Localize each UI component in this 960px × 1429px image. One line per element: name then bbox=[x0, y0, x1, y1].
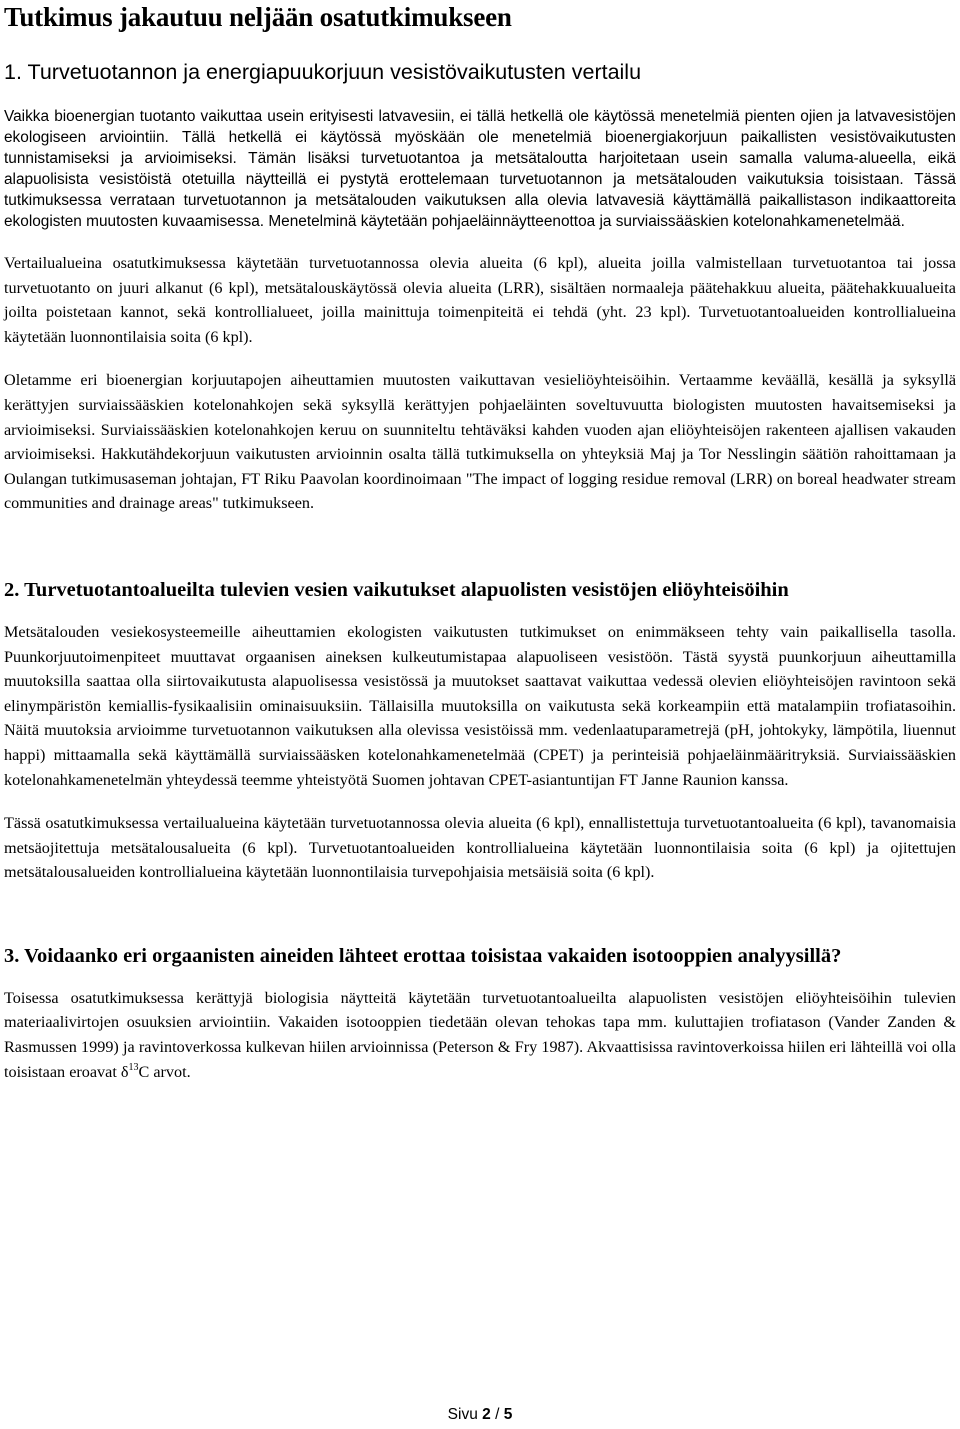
page-label: Sivu bbox=[447, 1406, 478, 1423]
section-3-text-end: C arvot. bbox=[138, 1062, 191, 1081]
page-total: 5 bbox=[503, 1406, 513, 1423]
section-3-text: Toisessa osatutkimuksessa kerättyjä biologisia näytteitä käytetään turvetuotantoalueilta alapuolisten vesistöjen eliöyhteisöihin tulevien materiaalivirtojen osuuksien arviointiin. Vakaiden isotooppien tiedetään olevan tehokas tapa mm. kuluttajien trofiatason (Vander Zanden & Rasmussen 1999) ja ravintoverkossa kulkevan hiilen arvioinnissa (Peterson & Fry 1987). Akvaattisissa ravintoverkoissa hiilen eri lähteillä voi olla toisistaan eroavat δ bbox=[4, 988, 956, 1081]
page-title: Tutkimus jakautuu neljään osatutkimukseen bbox=[4, 2, 512, 32]
section-3-heading: 3. Voidaanko eri orgaanisten aineiden lähteet erottaa toisistaa vakaiden isotooppien analyysillä? bbox=[4, 944, 842, 967]
section-2-heading: 2. Turvetuotantoalueilta tulevien vesien vaikutukset alapuolisten vesistöjen eliöyhteisöihin bbox=[4, 578, 789, 601]
section-1-heading: 1. Turvetuotannon ja energiapuukorjuun vesistövaikutusten vertailu bbox=[4, 60, 642, 84]
isotope-superscript: 13 bbox=[128, 1061, 139, 1073]
section-1-lead-text: Vaikka bioenergian tuotanto vaikuttaa usein erityisesti latvavesiin, ei tällä hetkellä ole käytössä menetelmiä pienten ojien ja latvavesistöjen ekologiseen arviointiin. bbox=[4, 108, 956, 146]
section-1-paragraph-2: Vertailualueina osatutkimuksessa käytetään turvetuotannossa olevia alueita (6 kpl), alueita joilla valmistellaan turvetuotantoa tai jossa turvetuotanto on juuri alkanut (6 kpl), metsätalouskäytössä olevia alueita (LRR), sisältäen normaaleja päätehakkuu alueita, päätehakkuualueita joilta poistetaan kannot, sekä kontrollialueet, joilla mainittuja toimenpiteitä ei tehdä (yht. 23 kpl). Turvetuotantoalueiden kontrollialueina käytetään luonnontilaisia soita (6 kpl). bbox=[4, 254, 956, 346]
section-1-paragraph-3: Oletamme eri bioenergian korjuutapojen aiheuttamien muutosten vaikuttavan vesieliöyhteisöihin. Vertaamme keväällä, kesällä ja syksyllä kerättyjen surviaissääskien kotelonahkojen sekä syksyllä kerättyjen pohjaeläinten soveltuvuutta biologisten muutosten havaitsemiseksi ja arvioimiseksi. Surviaissääskien kotelonahkojen keruu on suunniteltu tehtäväksi kahden vuoden ajan eliöyhteisöjen rakenteen ajallisen vakauden arvioimiseksi. Hakkutähdekorjuun vaikutusten arvioinnin osalta tällä tutkimuksella on yhteyksiä Maj ja Tor Nesslingin säätiön rahoittamaan ja Oulangan tutkimusaseman johtajan, FT Riku Paavolan koordinoimaan "The impact of logging residue removal (LRR) on boreal headwater stream communities and drainage areas" tutkimukseen. bbox=[4, 371, 956, 513]
page-separator: / bbox=[495, 1406, 500, 1423]
page-current: 2 bbox=[482, 1406, 491, 1423]
section-2-paragraph-2: Tässä osatutkimuksessa vertailualueina käytetään turvetuotannossa olevia alueita (6 kpl), ennallistettuja turvetuotantoalueita (6 kpl), tavanomaisia metsäojitettuja metsätalousalueita (6 kpl). Turvetuotantoalueiden kontrollialueina käytetään luonnontilaisia soita (6 kpl) ja ojitettujen metsätalousalueiden kontrollialueina käytetään luonnontilaisia turvepohjaisia metsäisiä soita (6 kpl). bbox=[4, 814, 956, 882]
section-2-paragraph-1: Metsätalouden vesiekosysteemeille aiheuttamien ekologisten vaikutusten tutkimukset on enimmäkseen tehty vain paikallisella tasolla. Puunkorjuutoimenpiteet muuttavat orgaanisen aineksen kulkeutumistapaa alapuoliseen vesistöön. Tästä syystä puunkorjuun aiheuttamilla muutoksilla saattaa olla siirtovaikutusta alapuolisessa vesistössä ja muutokset saattavat vaikuttaa vedessä olevien eliöyhteisöjen ravintoon sekä elinympäristön kemiallis-fysikaalisiin ominaisuuksiin. Tällaisilla muutoksilla on vaikutusta sekä korkeampiin että matalampiin trofiatasoihin. Näitä muutoksia arvioimme turvetuotannon vaikutuksen alla olevissa vesistöissä mm. vedenlaatuparametrejä (pH, johtokyky, lämpötila, liuennut happi) mittaamalla sekä käyttämällä surviaissääsken kotelonahkamenetelmää (CPET) ja perinteisiä pohjaeläinmääritryksiä. Surviaissääskien kotelonahkamenetelmän yhteydessä teemme yhteistyötä Suomen johtavan CPET-asiantuntijan FT Janne Raunion kanssa. bbox=[4, 622, 956, 789]
page-footer bbox=[0, 1406, 960, 1424]
section-1-paragraph-1 bbox=[4, 106, 956, 232]
section-1-paragraph-1-rest: Tällä hetkellä ei käytössä myöskään ole menetelmiä bioenergiakorjuun paikallisten vesistövaikutusten tunnistamiseksi ja arvioimiseksi. Tämän lisäksi turvetuotantoa ja metsätaloutta harjoitetaan usein samalla valuma-alueella, eikä alapuolisista vesistöistä otetuilla näytteillä ei pystytä erottelemaan turvetuotannon ja metsätalouden vaikutuksia toisistaan. Tässä tutkimuksessa verrataan turvetuotannon ja metsätalouden vaikutuksen alla olevia latvavesiä käyttämällä paikallistason indikaattoreita ekologisten muutosten kuvaamisessa. Menetelminä käytetään pohjaeläinnäytteenottoa ja surviaissääskien kotelonahkamenetelmää. bbox=[4, 129, 956, 230]
section-3-paragraph-1 bbox=[4, 986, 956, 1084]
